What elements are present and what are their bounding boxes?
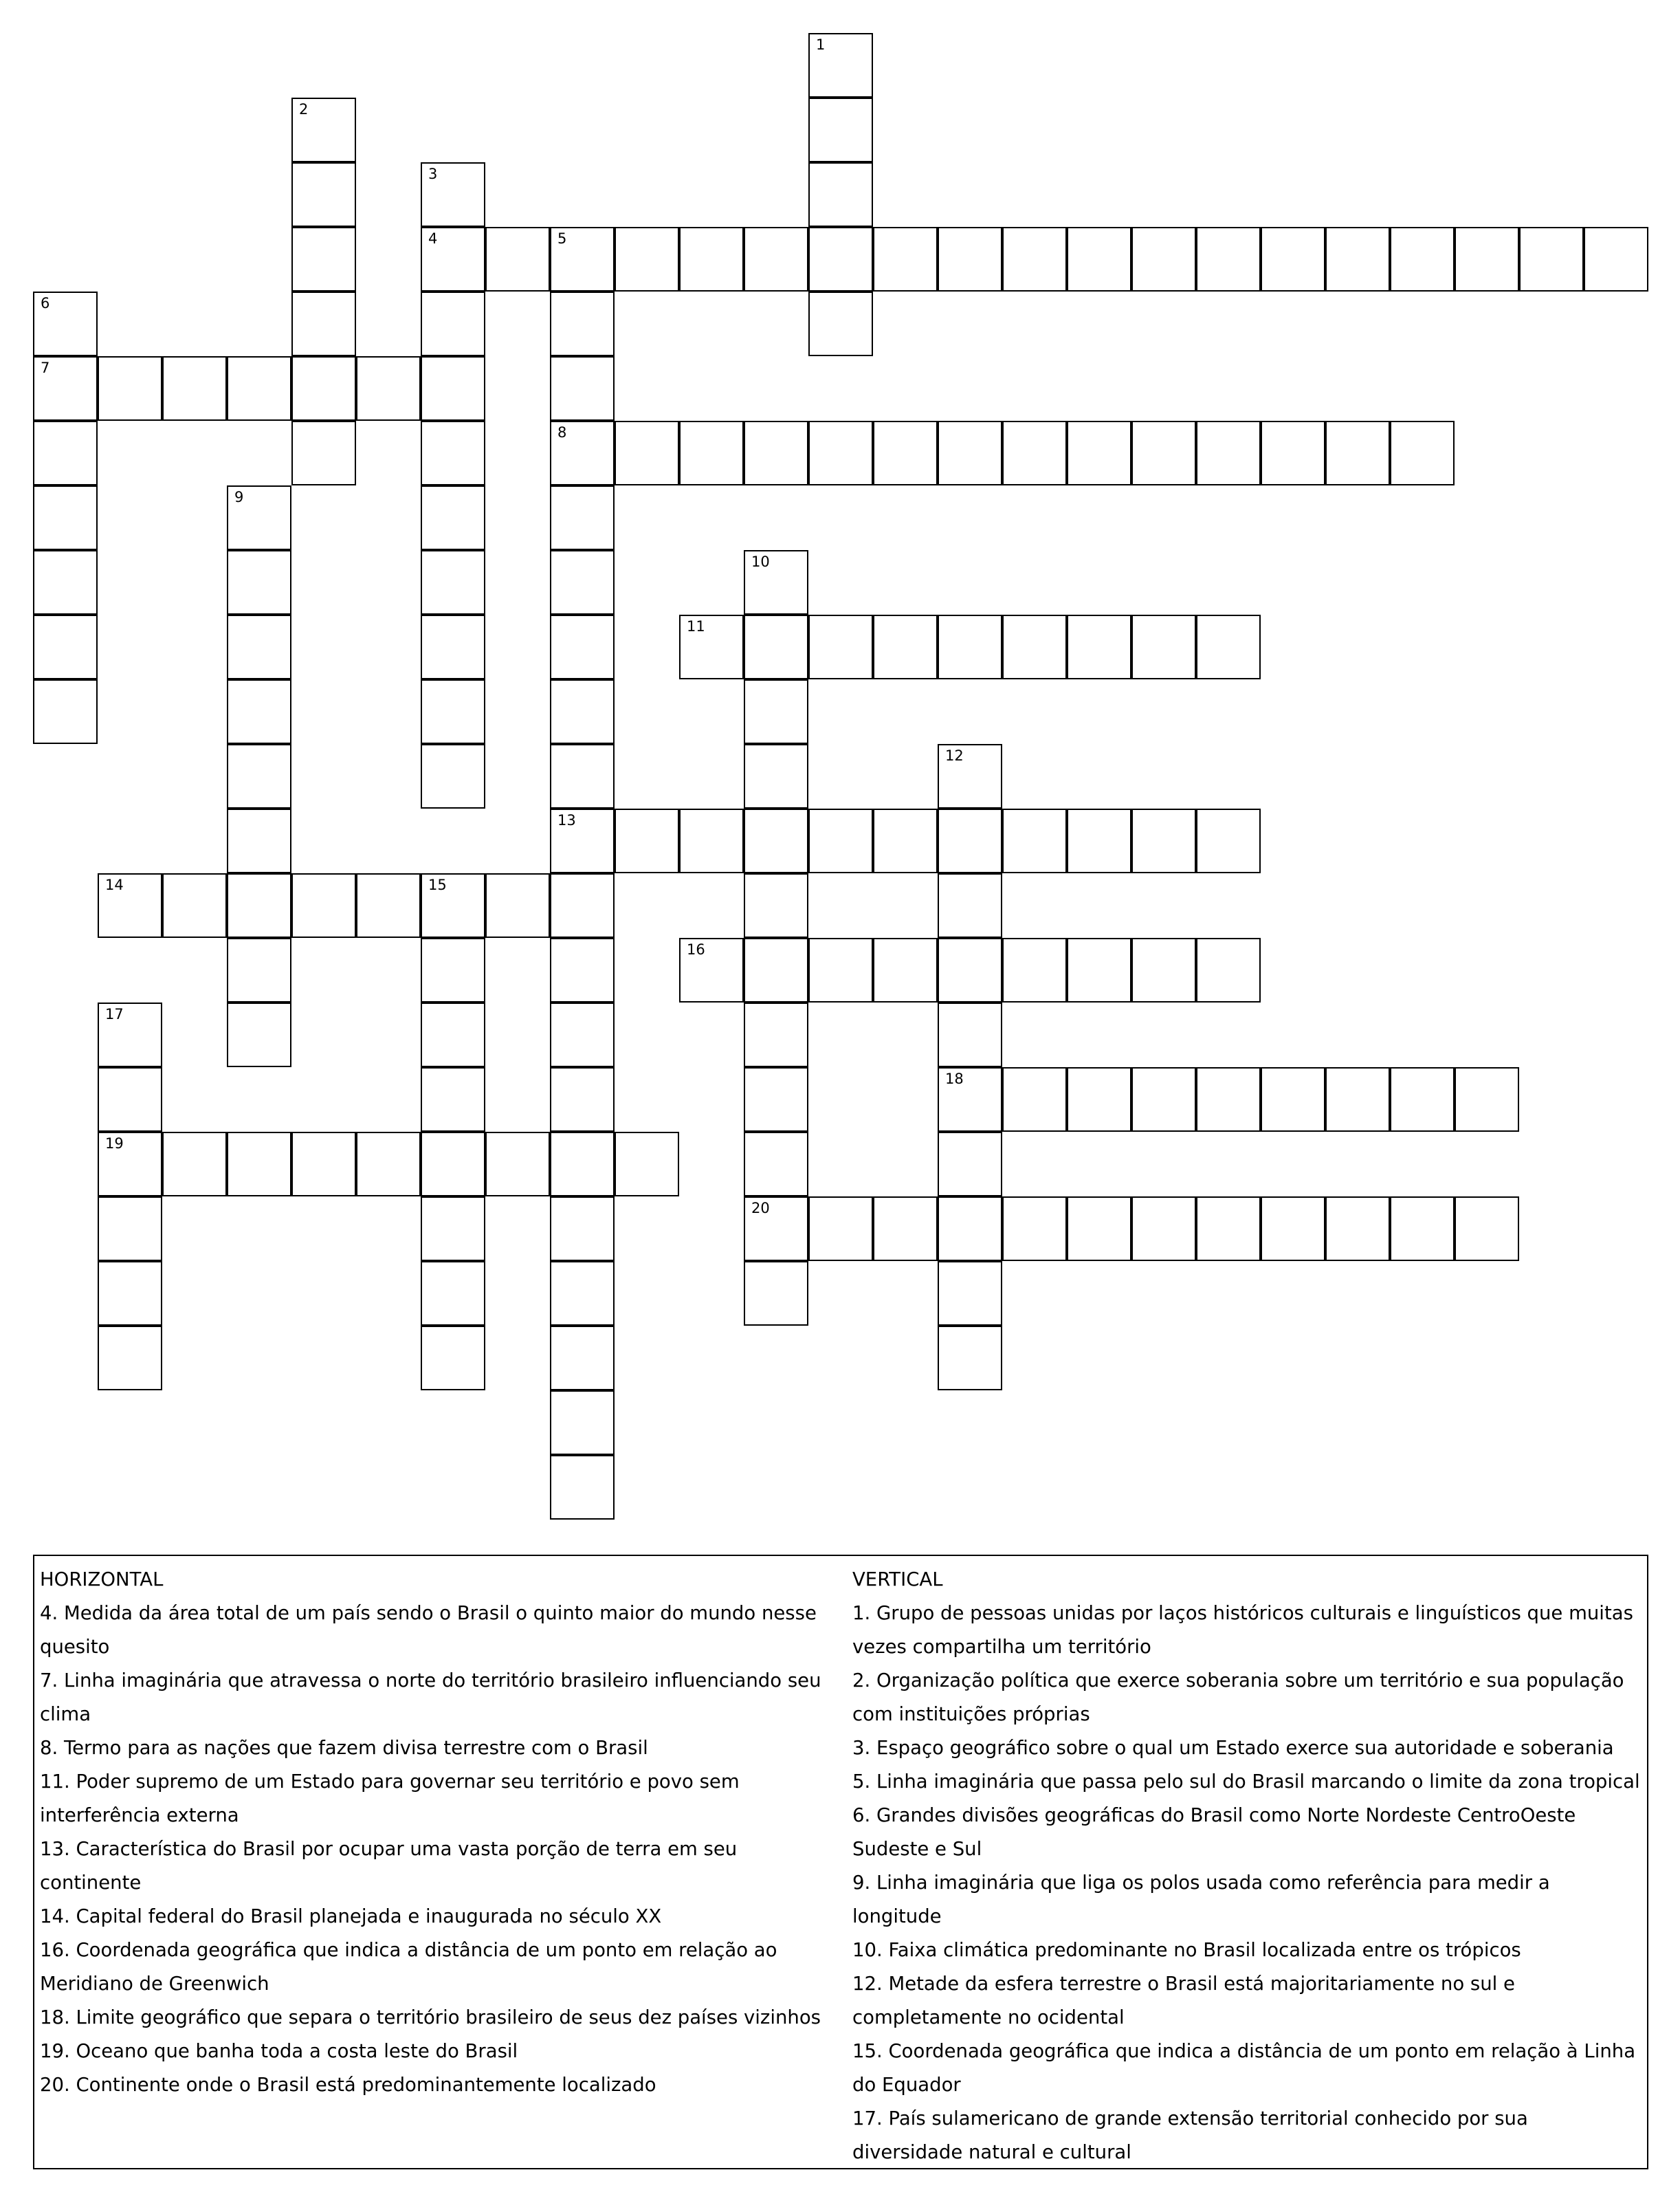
grid-cell[interactable] xyxy=(744,1067,808,1132)
grid-cell[interactable] xyxy=(33,679,98,744)
grid-cell[interactable] xyxy=(1131,1067,1196,1132)
clue-across-19: 19. Oceano que banha toda a costa leste do Brasil xyxy=(40,2040,518,2062)
grid-cell[interactable] xyxy=(550,679,615,744)
clue-number: 13 xyxy=(557,812,576,829)
grid-cell[interactable] xyxy=(873,1196,938,1261)
grid-cell[interactable] xyxy=(1196,1067,1261,1132)
grid-cell[interactable] xyxy=(1390,1067,1455,1132)
grid-cell[interactable] xyxy=(1325,421,1390,485)
grid-cell[interactable] xyxy=(1067,615,1131,679)
clue-number: 10 xyxy=(751,554,770,570)
clue-number: 11 xyxy=(687,618,705,635)
grid-cell[interactable] xyxy=(550,809,615,873)
grid-cell[interactable] xyxy=(98,873,162,938)
clue-down-3: 3. Espaço geográfico sobre o qual um Estado exerce sua autoridade e soberania xyxy=(852,1737,1614,1759)
grid-cell[interactable] xyxy=(162,356,227,421)
grid-cell[interactable] xyxy=(808,421,873,485)
grid-cell[interactable] xyxy=(227,679,291,744)
grid-cell[interactable] xyxy=(485,1132,550,1196)
clue-number: 18 xyxy=(945,1071,964,1087)
grid-cell[interactable] xyxy=(1390,1196,1455,1261)
grid-cell[interactable] xyxy=(744,1196,808,1261)
grid-cell[interactable] xyxy=(98,1067,162,1132)
grid-cell[interactable] xyxy=(33,356,98,421)
grid-cell[interactable] xyxy=(808,938,873,1003)
grid-cell[interactable] xyxy=(227,744,291,809)
grid-cell[interactable] xyxy=(550,615,615,679)
clue-down-10: 10. Faixa climática predominante no Brasil localizada entre os trópicos xyxy=(852,1939,1521,1961)
clue-down-15: 15. Coordenada geográfica que indica a distância de um ponto em relação à Linha do Equador xyxy=(852,2040,1636,2096)
grid-cell[interactable] xyxy=(291,1132,356,1196)
grid-cell[interactable] xyxy=(1519,227,1584,292)
clue-number: 12 xyxy=(945,747,964,764)
grid-cell[interactable] xyxy=(1067,227,1131,292)
grid-cell[interactable] xyxy=(291,873,356,938)
grid-cell[interactable] xyxy=(291,227,356,292)
grid-cell[interactable] xyxy=(227,1132,291,1196)
grid-cell[interactable] xyxy=(1002,615,1067,679)
clue-down-9: 9. Linha imaginária que liga os polos usada como referência para medir a longitude xyxy=(852,1872,1550,1927)
grid-cell[interactable] xyxy=(1067,938,1131,1003)
grid-cell[interactable] xyxy=(1196,809,1261,873)
grid-cell[interactable] xyxy=(1196,938,1261,1003)
grid-cell[interactable] xyxy=(98,1196,162,1261)
clues-box xyxy=(33,1555,1648,2169)
clue-number: 7 xyxy=(41,360,50,376)
grid-cell[interactable] xyxy=(1584,227,1648,292)
clue-down-5: 5. Linha imaginária que passa pelo sul do Brasil marcando o limite da zona tropical xyxy=(852,1771,1640,1793)
clue-number: 20 xyxy=(751,1200,770,1216)
grid-cell[interactable] xyxy=(291,356,356,421)
grid-cell[interactable] xyxy=(744,938,808,1003)
grid-cell[interactable] xyxy=(744,1003,808,1067)
grid-cell[interactable] xyxy=(1325,1067,1390,1132)
grid-cell[interactable] xyxy=(744,421,808,485)
grid-cell[interactable] xyxy=(550,1390,615,1455)
grid-cell[interactable] xyxy=(1196,421,1261,485)
grid-cell[interactable] xyxy=(1196,227,1261,292)
grid-cell[interactable] xyxy=(550,421,615,485)
grid-cell[interactable] xyxy=(1455,227,1519,292)
clue-down-12: 12. Metade da esfera terrestre o Brasil está majoritariamente no sul e completamente no ocidental xyxy=(852,1973,1515,2028)
grid-cell[interactable] xyxy=(938,421,1002,485)
grid-cell[interactable] xyxy=(550,356,615,421)
grid-cell[interactable] xyxy=(1325,227,1390,292)
grid-cell[interactable] xyxy=(421,421,485,485)
grid-cell[interactable] xyxy=(615,421,679,485)
grid-cell[interactable] xyxy=(808,292,873,356)
grid-cell[interactable] xyxy=(98,1326,162,1390)
grid-cell[interactable] xyxy=(1067,1067,1131,1132)
grid-cell[interactable] xyxy=(744,1261,808,1326)
grid-cell[interactable] xyxy=(938,1196,1002,1261)
grid-cell[interactable] xyxy=(421,1067,485,1132)
grid-cell[interactable] xyxy=(1067,809,1131,873)
grid-cell[interactable] xyxy=(1067,1196,1131,1261)
grid-cell[interactable] xyxy=(1261,1196,1325,1261)
grid-cell[interactable] xyxy=(1002,1196,1067,1261)
grid-cell[interactable] xyxy=(744,873,808,938)
grid-cell[interactable] xyxy=(808,1196,873,1261)
grid-cell[interactable] xyxy=(550,485,615,550)
grid-cell[interactable] xyxy=(679,227,744,292)
grid-cell[interactable] xyxy=(808,809,873,873)
grid-cell[interactable] xyxy=(873,615,938,679)
grid-cell[interactable] xyxy=(1131,421,1196,485)
grid-cell[interactable] xyxy=(615,227,679,292)
grid-cell[interactable] xyxy=(33,550,98,615)
grid-cell[interactable] xyxy=(227,356,291,421)
grid-cell[interactable] xyxy=(291,292,356,356)
clue-number: 5 xyxy=(557,230,567,247)
grid-cell[interactable] xyxy=(744,615,808,679)
grid-cell[interactable] xyxy=(1455,1067,1519,1132)
grid-cell[interactable] xyxy=(1002,809,1067,873)
grid-cell[interactable] xyxy=(98,1261,162,1326)
grid-cell[interactable] xyxy=(550,292,615,356)
clue-number: 6 xyxy=(41,295,50,311)
grid-cell[interactable] xyxy=(291,421,356,485)
grid-cell[interactable] xyxy=(808,615,873,679)
clue-number: 19 xyxy=(105,1135,124,1152)
grid-cell[interactable] xyxy=(356,356,421,421)
grid-cell[interactable] xyxy=(485,227,550,292)
grid-cell[interactable] xyxy=(421,550,485,615)
across-clues xyxy=(40,1563,844,2102)
clue-number: 8 xyxy=(557,424,567,441)
grid-cell[interactable] xyxy=(873,938,938,1003)
grid-cell[interactable] xyxy=(615,809,679,873)
grid-cell[interactable] xyxy=(808,227,873,292)
grid-cell[interactable] xyxy=(162,873,227,938)
grid-cell[interactable] xyxy=(421,227,485,292)
grid-cell[interactable] xyxy=(550,1261,615,1326)
grid-cell[interactable] xyxy=(1002,938,1067,1003)
grid-cell[interactable] xyxy=(550,873,615,938)
grid-cell[interactable] xyxy=(744,744,808,809)
grid-cell[interactable] xyxy=(227,485,291,550)
clue-number: 14 xyxy=(105,877,124,893)
grid-cell[interactable] xyxy=(679,809,744,873)
grid-cell[interactable] xyxy=(938,809,1002,873)
grid-cell[interactable] xyxy=(1261,1067,1325,1132)
grid-cell[interactable] xyxy=(1002,227,1067,292)
grid-cell[interactable] xyxy=(227,1003,291,1067)
clue-down-1: 1. Grupo de pessoas unidas por laços históricos culturais e linguísticos que muitas vezes compartilha um território xyxy=(852,1602,1633,1658)
grid-cell[interactable] xyxy=(1131,1196,1196,1261)
grid-cell[interactable] xyxy=(938,938,1002,1003)
grid-cell[interactable] xyxy=(808,98,873,162)
grid-cell[interactable] xyxy=(679,615,744,679)
grid-cell[interactable] xyxy=(33,615,98,679)
grid-cell[interactable] xyxy=(356,873,421,938)
grid-cell[interactable] xyxy=(744,227,808,292)
grid-cell[interactable] xyxy=(1131,809,1196,873)
grid-cell[interactable] xyxy=(873,227,938,292)
clue-across-18: 18. Limite geográfico que separa o território brasileiro de seus dez países vizinhos xyxy=(40,2006,821,2028)
grid-cell[interactable] xyxy=(550,550,615,615)
clue-across-7: 7. Linha imaginária que atravessa o norte do território brasileiro influenciando seu clima xyxy=(40,1669,821,1725)
clue-number: 1 xyxy=(816,36,826,53)
grid-cell[interactable] xyxy=(227,550,291,615)
grid-cell[interactable] xyxy=(1325,1196,1390,1261)
grid-cell[interactable] xyxy=(1390,421,1455,485)
grid-cell[interactable] xyxy=(938,873,1002,938)
grid-cell[interactable] xyxy=(938,615,1002,679)
grid-cell[interactable] xyxy=(1196,1196,1261,1261)
clue-down-17: 17. País sulamericano de grande extensão territorial conhecido por sua diversidade natural e cultural xyxy=(852,2107,1528,2163)
down-clues xyxy=(852,1563,1643,2169)
grid-cell[interactable] xyxy=(744,679,808,744)
grid-cell[interactable] xyxy=(421,679,485,744)
grid-cell[interactable] xyxy=(744,550,808,615)
grid-cell[interactable] xyxy=(421,485,485,550)
clue-across-8: 8. Termo para as nações que fazem divisa terrestre com o Brasil xyxy=(40,1737,648,1759)
grid-cell[interactable] xyxy=(550,1455,615,1520)
grid-cell[interactable] xyxy=(421,292,485,356)
grid-cell[interactable] xyxy=(550,938,615,1003)
clue-number: 3 xyxy=(428,166,438,182)
grid-cell[interactable] xyxy=(421,162,485,227)
grid-cell[interactable] xyxy=(1390,227,1455,292)
grid-cell[interactable] xyxy=(421,1261,485,1326)
grid-cell[interactable] xyxy=(33,292,98,356)
grid-cell[interactable] xyxy=(1067,421,1131,485)
clue-across-4: 4. Medida da área total de um país sendo o Brasil o quinto maior do mundo nesse quesito xyxy=(40,1602,817,1658)
grid-cell[interactable] xyxy=(938,1067,1002,1132)
grid-cell[interactable] xyxy=(33,421,98,485)
grid-cell[interactable] xyxy=(421,1132,485,1196)
clue-number: 4 xyxy=(428,230,438,247)
grid-cell[interactable] xyxy=(938,744,1002,809)
clue-number: 9 xyxy=(234,489,244,505)
grid-cell[interactable] xyxy=(291,162,356,227)
grid-cell[interactable] xyxy=(550,1003,615,1067)
grid-cell[interactable] xyxy=(938,1003,1002,1067)
clue-across-16: 16. Coordenada geográfica que indica a distância de um ponto em relação ao Meridiano de Greenwich xyxy=(40,1939,777,1995)
grid-cell[interactable] xyxy=(808,33,873,98)
grid-cell[interactable] xyxy=(550,227,615,292)
grid-cell[interactable] xyxy=(421,356,485,421)
grid-cell[interactable] xyxy=(227,615,291,679)
clue-across-14: 14. Capital federal do Brasil planejada e inaugurada no século XX xyxy=(40,1905,662,1927)
grid-cell[interactable] xyxy=(421,873,485,938)
grid-cell[interactable] xyxy=(1002,1067,1067,1132)
grid-cell[interactable] xyxy=(744,1132,808,1196)
grid-cell[interactable] xyxy=(550,744,615,809)
grid-cell[interactable] xyxy=(1131,615,1196,679)
grid-cell[interactable] xyxy=(550,1132,615,1196)
grid-cell[interactable] xyxy=(873,421,938,485)
clue-number: 2 xyxy=(299,101,309,118)
grid-cell[interactable] xyxy=(679,938,744,1003)
grid-cell[interactable] xyxy=(33,485,98,550)
clue-across-11: 11. Poder supremo de um Estado para governar seu território e povo sem interferência externa xyxy=(40,1771,740,1826)
grid-cell[interactable] xyxy=(679,421,744,485)
grid-cell[interactable] xyxy=(356,1132,421,1196)
across-title: HORIZONTAL xyxy=(40,1568,164,1590)
clue-across-20: 20. Continente onde o Brasil está predominantemente localizado xyxy=(40,2074,656,2096)
clue-down-6: 6. Grandes divisões geográficas do Brasil como Norte Nordeste CentroOeste Sudeste e Sul xyxy=(852,1804,1576,1860)
grid-cell[interactable] xyxy=(421,938,485,1003)
grid-cell[interactable] xyxy=(938,1326,1002,1390)
grid-cell[interactable] xyxy=(98,1003,162,1067)
grid-cell[interactable] xyxy=(1261,421,1325,485)
grid-cell[interactable] xyxy=(938,1261,1002,1326)
clue-number: 16 xyxy=(687,941,705,958)
grid-cell[interactable] xyxy=(227,938,291,1003)
grid-cell[interactable] xyxy=(421,1196,485,1261)
clue-across-13: 13. Característica do Brasil por ocupar uma vasta porção de terra em seu continente xyxy=(40,1838,738,1894)
grid-cell[interactable] xyxy=(615,1132,679,1196)
grid-cell[interactable] xyxy=(162,1132,227,1196)
grid-cell[interactable] xyxy=(1261,227,1325,292)
clue-number: 15 xyxy=(428,877,447,893)
grid-cell[interactable] xyxy=(1131,227,1196,292)
clue-number: 17 xyxy=(105,1006,124,1022)
grid-cell[interactable] xyxy=(938,1132,1002,1196)
grid-cell[interactable] xyxy=(744,809,808,873)
grid-cell[interactable] xyxy=(1002,421,1067,485)
grid-cell[interactable] xyxy=(873,809,938,873)
grid-cell[interactable] xyxy=(550,1196,615,1261)
grid-cell[interactable] xyxy=(938,227,1002,292)
grid-cell[interactable] xyxy=(550,1326,615,1390)
grid-cell[interactable] xyxy=(291,98,356,162)
grid-cell[interactable] xyxy=(1196,615,1261,679)
grid-cell[interactable] xyxy=(98,1132,162,1196)
grid-cell[interactable] xyxy=(808,162,873,227)
down-title: VERTICAL xyxy=(852,1568,943,1590)
grid-cell[interactable] xyxy=(1455,1196,1519,1261)
grid-cell[interactable] xyxy=(485,873,550,938)
grid-cell[interactable] xyxy=(1131,938,1196,1003)
grid-cell[interactable] xyxy=(98,356,162,421)
grid-cell[interactable] xyxy=(421,1326,485,1390)
clue-down-2: 2. Organização política que exerce soberania sobre um território e sua população com instituições próprias xyxy=(852,1669,1624,1725)
grid-cell[interactable] xyxy=(421,615,485,679)
grid-cell[interactable] xyxy=(227,873,291,938)
grid-cell[interactable] xyxy=(421,1003,485,1067)
grid-cell[interactable] xyxy=(550,1067,615,1132)
grid-cell[interactable] xyxy=(227,809,291,873)
grid-cell[interactable] xyxy=(421,744,485,809)
